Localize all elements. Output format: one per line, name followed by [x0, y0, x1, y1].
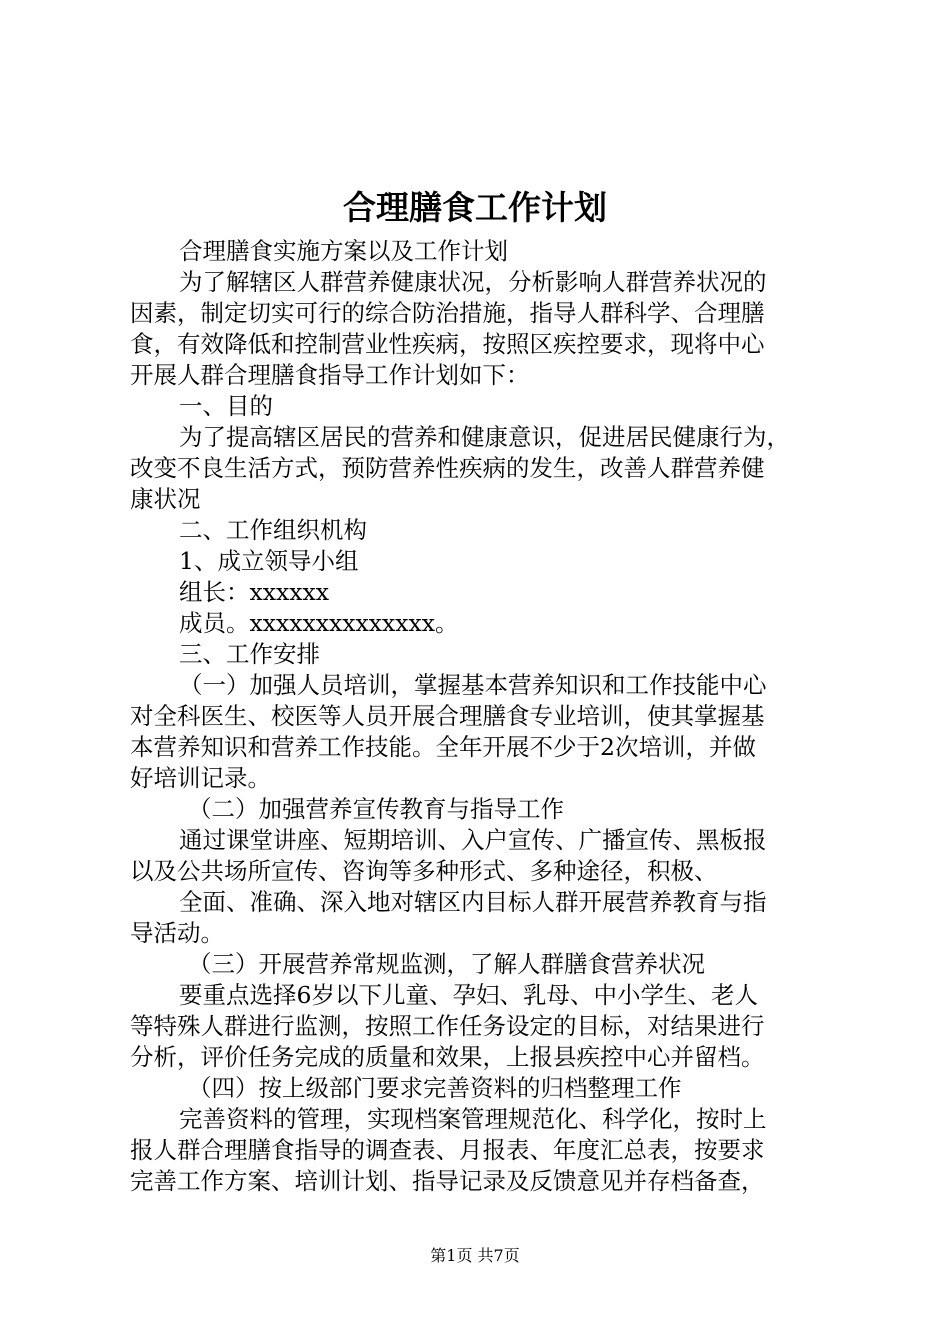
text-line: 要重点选择6岁以下儿童、孕妇、乳母、中小学生、老人: [179, 981, 758, 1009]
text-line: 等特殊人群进行监测，按照工作任务设定的目标，对结果进行: [130, 1012, 765, 1040]
subsection-heading: （三）开展营养常规监测，了解人群膳食营养状况: [188, 950, 705, 978]
page-number-footer: 第1页 共7页: [430, 1246, 520, 1265]
text-line: 成员。xxxxxxxxxxxxxx。: [179, 609, 459, 637]
text-line: 合理膳食实施方案以及工作计划: [179, 237, 508, 265]
text-line: 全面、准确、深入地对辖区内目标人群开展营养教育与指: [179, 888, 767, 916]
section-heading: 三、工作安排: [179, 640, 320, 668]
text-line: 为了提高辖区居民的营养和健康意识，促进居民健康行为，: [179, 423, 790, 451]
text-line: 组长：xxxxxx: [179, 578, 330, 606]
text-line: 康状况: [130, 485, 201, 513]
subsection-heading: （四）按上级部门要求完善资料的归档整理工作: [188, 1074, 682, 1102]
subsection-heading: （二）加强营养宣传教育与指导工作: [188, 795, 564, 823]
section-heading: 一、目的: [179, 392, 273, 420]
text-line: 完善资料的管理，实现档案管理规范化、科学化，按时上: [179, 1105, 767, 1133]
text-line: 好培训记录。: [130, 764, 271, 792]
subsection-heading: （一）加强人员培训，掌握基本营养知识和工作技能中心: [179, 671, 767, 699]
text-line: 食，有效降低和控制营业性疾病，按照区疾控要求，现将中心: [130, 330, 765, 358]
text-line: 本营养知识和营养工作技能。全年开展不少于2次培训，并做: [130, 733, 756, 761]
text-line: 为了解辖区人群营养健康状况，分析影响人群营养状况的: [179, 268, 767, 296]
section-heading: 二、工作组织机构: [179, 516, 367, 544]
document-title: 合理膳食工作计划: [343, 188, 607, 227]
text-line: 以及公共场所宣传、咨询等多种形式、多种途径，积极、: [130, 857, 718, 885]
text-line: 通过课堂讲座、短期培训、入户宣传、广播宣传、黑板报: [179, 826, 767, 854]
text-line: 对全科医生、校医等人员开展合理膳食专业培训，使其掌握基: [130, 702, 765, 730]
text-line: 分析，评价任务完成的质量和效果，上报县疾控中心并留档。: [130, 1043, 765, 1071]
text-line: 改变不良生活方式，预防营养性疾病的发生，改善人群营养健: [130, 454, 765, 482]
document-body: [130, 236, 830, 1197]
text-line: 报人群合理膳食指导的调查表、月报表、年度汇总表，按要求: [130, 1136, 765, 1164]
text-line: 导活动。: [130, 919, 224, 947]
text-line: 完善工作方案、培训计划、指导记录及反馈意见并存档备查，: [130, 1167, 765, 1195]
text-line: 开展人群合理膳食指导工作计划如下：: [130, 361, 530, 389]
text-line: 1、成立领导小组: [179, 547, 359, 575]
text-line: 因素，制定切实可行的综合防治措施，指导人群科学、合理膳: [130, 299, 765, 327]
